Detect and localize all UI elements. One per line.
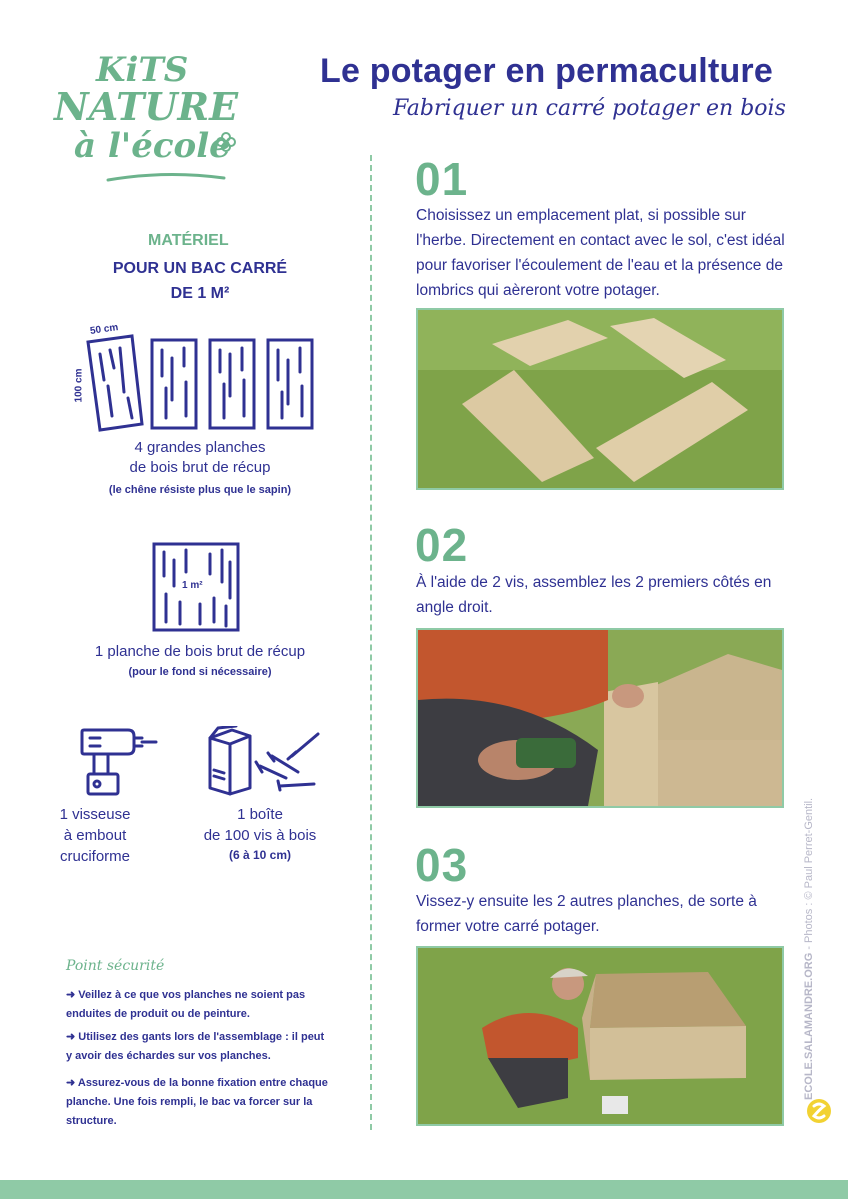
board-caption: 1 planche de bois brut de récup <box>94 643 306 660</box>
board-illustration <box>152 542 240 632</box>
step-2-photo-drawing <box>418 630 782 806</box>
screw-box-caption-line1: 1 boîte <box>237 806 283 823</box>
safety-heading: Point sécurité <box>66 958 165 974</box>
credits-photos: - Photos : © Paul Perret-Gentil. <box>803 797 815 953</box>
board-note: (pour le fond si nécessaire) <box>128 666 272 678</box>
column-divider <box>370 155 372 1130</box>
screw-box-icon <box>206 726 326 796</box>
screw-box-caption-line2: de 100 vis à bois <box>203 827 317 844</box>
flower-icon <box>216 132 236 152</box>
logo-kits: KiTS <box>96 50 189 90</box>
step-2-number: 02 <box>415 519 469 571</box>
footer-bar <box>0 1180 848 1199</box>
materials-subheading-line2: DE 1 M² <box>170 285 230 302</box>
step-3-photo-drawing <box>418 948 782 1124</box>
step-1-number: 01 <box>415 153 469 205</box>
drill-icon <box>80 724 160 798</box>
materials-subheading <box>90 256 310 306</box>
planks-caption <box>60 438 340 478</box>
planks-note: (le chêne résiste plus que le sapin) <box>108 484 292 496</box>
step-3-text: Vissez-y ensuite les 2 autres planches, de sorte à former votre carré potager. <box>416 893 757 935</box>
logo-nature: NATURE <box>54 84 239 129</box>
credits <box>803 798 815 1100</box>
planks-caption-line1: 4 grandes planches <box>134 439 266 456</box>
step-1-text: Choisissez un emplacement plat, si possible sur l'herbe. Directement en contact avec le sol, c'est idéal pour favoriser l'écoulement de l'eau et la présence de lombrics qui aèreront votre potager. <box>416 207 785 299</box>
salamandre-logo-icon <box>806 1096 832 1126</box>
board-size-label: 1 m² <box>182 580 203 591</box>
logo-underline <box>106 168 226 184</box>
step-3-number: 03 <box>415 839 469 891</box>
arrow-right-icon: ➜ <box>66 1031 79 1043</box>
plank-height-label: 100 cm <box>73 368 85 403</box>
materials-heading: MATÉRIEL <box>148 232 229 249</box>
step-2-photo <box>416 628 784 808</box>
step-1-photo <box>416 308 784 490</box>
page-title: Le potager en permaculture <box>320 52 773 90</box>
arrow-right-icon: ➜ <box>66 1077 78 1089</box>
planks-caption-line2: de bois brut de récup <box>129 459 271 476</box>
logo <box>50 50 240 190</box>
arrow-right-icon: ➜ <box>66 989 79 1001</box>
step-3-photo <box>416 946 784 1126</box>
drill-caption-line2: à embout <box>63 827 127 844</box>
safety-item: ➜ Veillez à ce que vos planches ne soient pas enduites de produit ou de peinture. <box>66 989 306 1020</box>
step-1-photo-drawing <box>418 310 782 488</box>
drill-caption <box>40 804 150 867</box>
credits-site: ECOLE.SALAMANDRE.ORG <box>803 952 815 1100</box>
safety-item: ➜ Assurez-vous de la bonne fixation entre chaque planche. Une fois rempli, le bac va forcer sur la structure. <box>66 1077 328 1127</box>
step-2-text: À l'aide de 2 vis, assemblez les 2 premiers côtés en angle droit. <box>416 574 772 616</box>
drill-caption-line3: cruciforme <box>59 848 130 865</box>
safety-item: ➜ Utilisez des gants lors de l'assemblage : il peut y avoir des échardes sur vos planches. <box>66 1031 325 1062</box>
plank-width-label: 50 cm <box>89 322 119 337</box>
screw-box-note: (6 à 10 cm) <box>228 848 292 862</box>
logo-ecole: à l'école <box>74 126 231 166</box>
screw-box-caption <box>180 804 340 846</box>
page-subtitle: Fabriquer un carré potager en bois <box>393 96 786 121</box>
materials-subheading-line1: POUR UN BAC CARRÉ <box>112 260 288 277</box>
planks-drawing <box>76 320 326 435</box>
planks-illustration <box>73 320 326 435</box>
drill-caption-line1: 1 visseuse <box>59 806 131 823</box>
